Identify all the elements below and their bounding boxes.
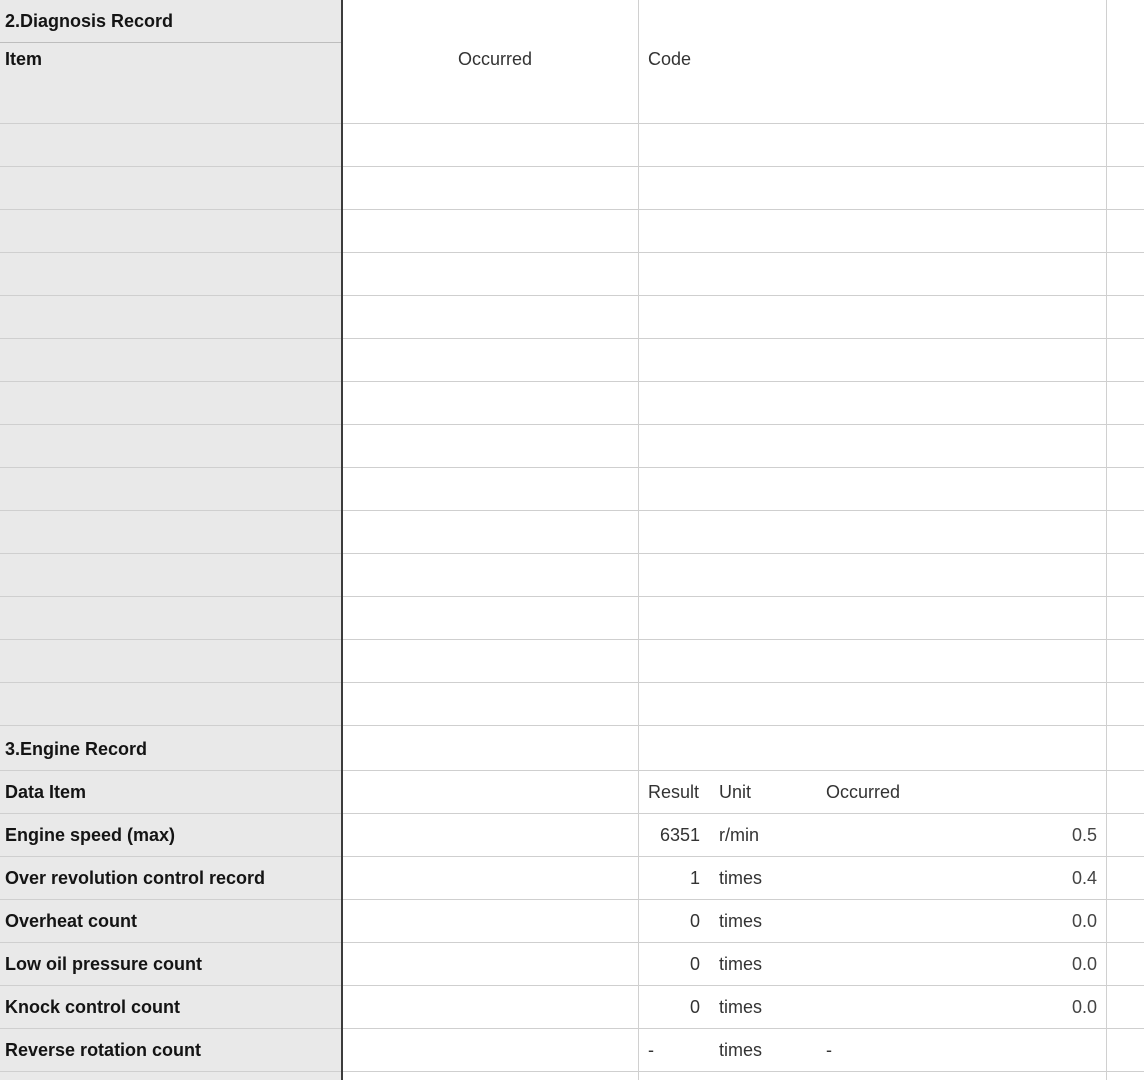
column-divider [638,0,639,1080]
engine-row-low-oil-pressure [0,943,1144,986]
engine-row-result: 0 [689,997,700,1017]
engine-item-header: Data Item [5,782,87,802]
engine-row-unit: times [719,954,763,974]
engine-row-result: - [648,1040,654,1060]
engine-row-result: 0 [689,911,700,931]
diagnosis-empty-row [0,253,1144,296]
engine-result-header: Result [648,782,700,802]
engine-unit-header: Unit [719,782,752,802]
engine-row-unit: times [719,1040,763,1060]
diagnosis-empty-row [0,554,1144,597]
engine-occurred-header: Occurred [826,782,901,802]
diagnosis-empty-row [0,124,1144,167]
engine-row-engine-speed [0,814,1144,857]
engine-section-title-row [0,728,1144,771]
engine-row-item: Overheat count [5,911,138,931]
diagnosis-empty-row [0,683,1144,726]
diagnosis-empty-row [0,167,1144,210]
engine-row-result: 6351 [659,825,700,845]
diagnosis-empty-row [0,425,1144,468]
diagnosis-empty-row [0,382,1144,425]
engine-row-unit: times [719,868,763,888]
diagnosis-item-header: Item [5,49,43,69]
engine-row-occurred: 0.0 [1071,954,1097,974]
engine-row-over-revolution [0,857,1144,900]
engine-row-reverse-rotation [0,1029,1144,1072]
item-column-divider [341,0,343,1080]
diagnosis-empty-row [0,511,1144,554]
diagnosis-empty-row [0,339,1144,382]
engine-row-overheat [0,900,1144,943]
engine-row-occurred: 0.5 [1071,825,1097,845]
engine-row-occurred: 0.0 [1071,997,1097,1017]
diagnosis-empty-row [0,296,1144,339]
diagnosis-code-header: Code [648,49,692,69]
engine-row-item: Low oil pressure count [5,954,203,974]
engine-row-occurred: 0.4 [1071,868,1097,888]
engine-row-result: 1 [689,868,700,888]
engine-row-unit: times [719,997,763,1017]
engine-header-row [0,771,1144,814]
column-divider [1106,0,1107,1080]
diagnosis-header-row [0,38,1144,81]
engine-row-item: Reverse rotation count [5,1040,202,1060]
engine-section-title: 3.Engine Record [5,739,148,759]
engine-row-unit: times [719,911,763,931]
diagnosis-empty-row [0,640,1144,683]
engine-row-occurred: - [826,1040,832,1060]
diagnosis-section-title-row [0,0,1144,43]
engine-row-unit: r/min [719,825,759,845]
engine-row-knock-control [0,986,1144,1029]
engine-row-item: Engine speed (max) [5,825,176,845]
diagnosis-section-title: 2.Diagnosis Record [5,11,174,31]
diagnosis-empty-row [0,468,1144,511]
engine-row-item: Over revolution control record [5,868,266,888]
engine-row-item: Knock control count [5,997,180,1017]
diagnosis-occurred-header: Occurred [458,49,533,69]
engine-row-occurred: 0.0 [1071,911,1097,931]
diagnosis-empty-row [0,81,1144,124]
diagnosis-empty-row [0,210,1144,253]
diagnosis-empty-row [0,597,1144,640]
engine-row-result: 0 [689,954,700,974]
